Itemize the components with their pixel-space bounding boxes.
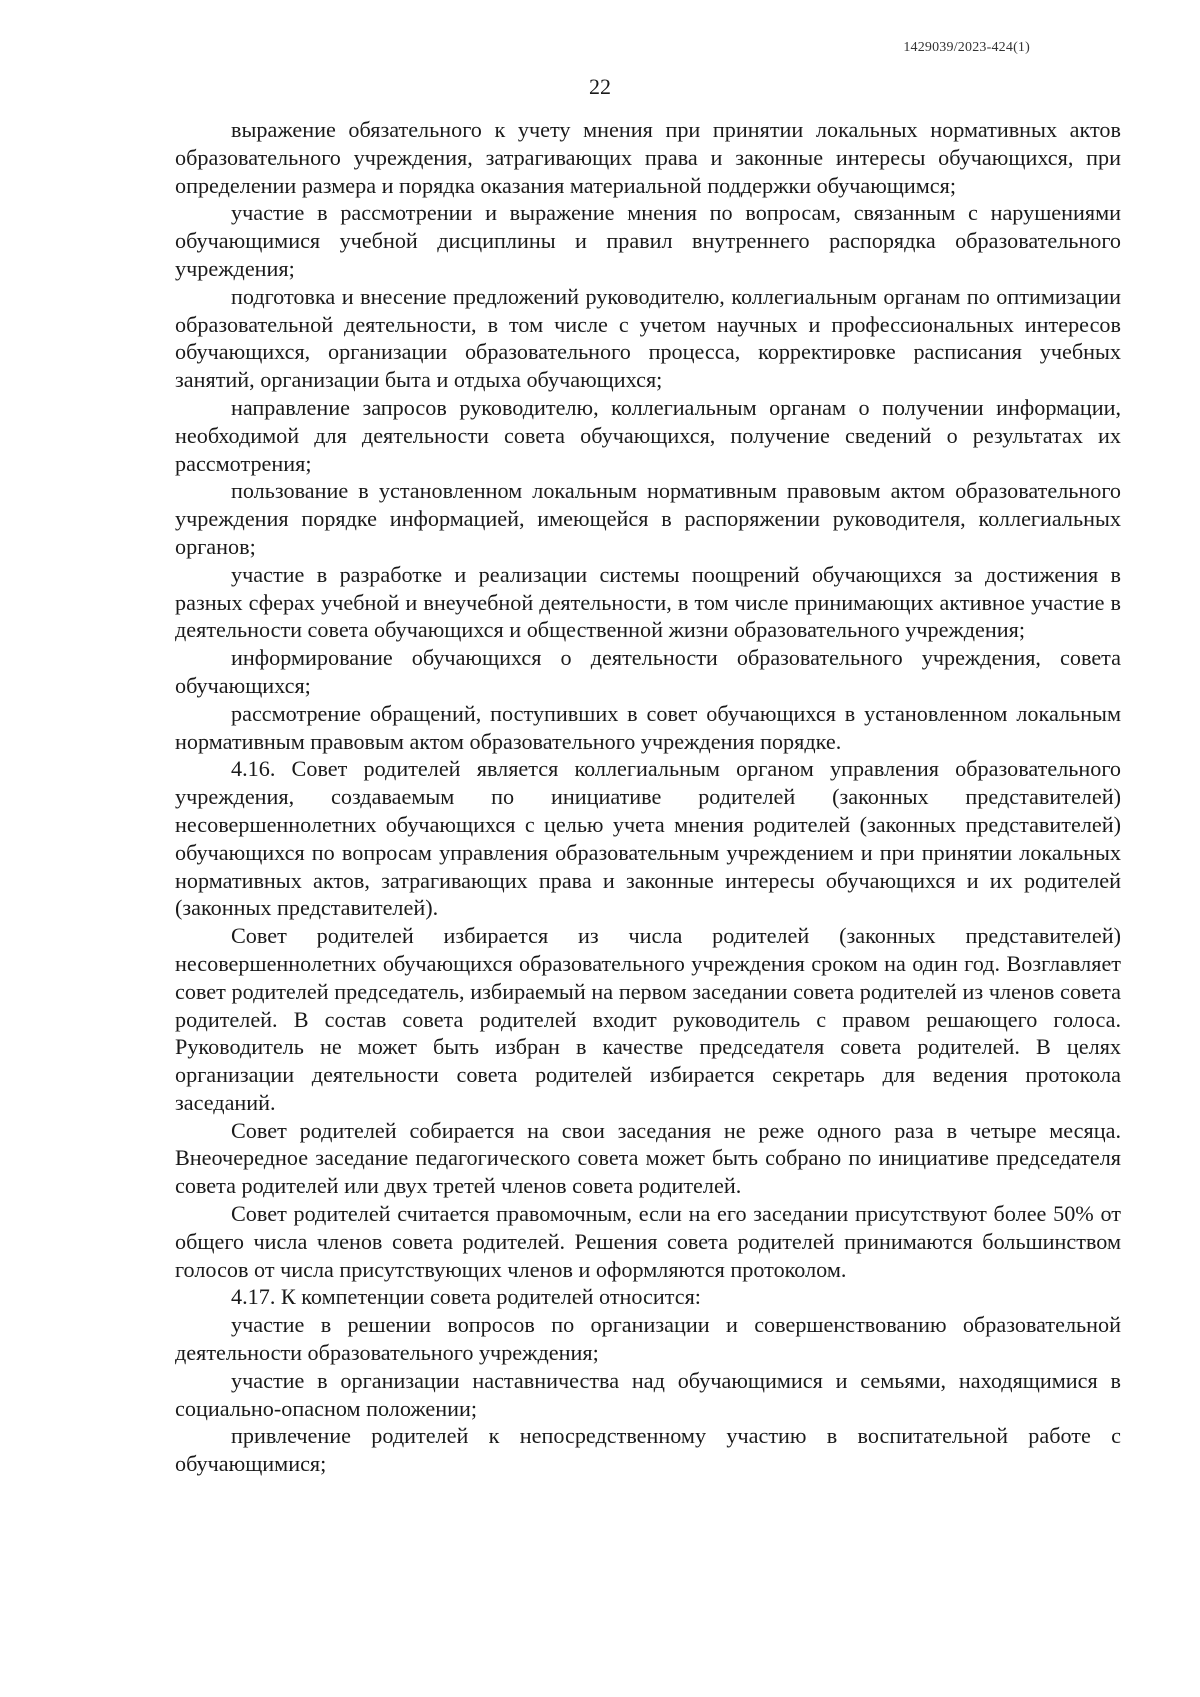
paragraph: Совет родителей избирается из числа родителей (законных представителей) несовершеннолетних обучающихся образовательного учреждения сроком на один год. Возглавляет совет родителей председатель, избираемый на первом заседании совета родителей из членов совета родителей. В состав совета родителей входит руководитель с правом решающего голоса. Руководитель не может быть избран в качестве председателя совета родителей. В целях организации деятельности совета родителей избирается секретарь для ведения протокола заседаний. [175, 923, 1121, 1115]
paragraph: Совет родителей собирается на свои заседания не реже одного раза в четыре месяца. Внеочередное заседание педагогического совета может быть собрано по инициативе председателя совета родителей или двух третей членов совета родителей. [175, 1117, 1121, 1199]
paragraph: подготовка и внесение предложений руководителю, коллегиальным органам по оптимизации образовательной деятельности, в том числе с учетом научных и профессиональных интересов обучающихся, организации образовательного процесса, корректировке расписания учебных занятий, организации быта и отдыха обучающихся; [175, 283, 1121, 393]
section-4-16-paragraph: 4.16. Совет родителей является коллегиальным органом управления образовательного учреждения, создаваемым по инициативе родителей (законных представителей) несовершеннолетних обучающихся с целью учета мнения родителей (законных представителей) обучающихся по вопросам управления образовательным учреждением и при принятии локальных нормативных актов, затрагивающих права и законные интересы обучающихся и их родителей (законных представителей). [175, 756, 1121, 921]
paragraph: Совет родителей считается правомочным, если на его заседании присутствуют более 50% от общего числа членов совета родителей. Решения совета родителей принимаются большинством голосов от числа присутствующих членов и оформляются протоколом. [175, 1201, 1121, 1282]
paragraph: участие в организации наставничества над обучающимися и семьями, находящимися в социально-опасном положении; [175, 1367, 1121, 1421]
section-4-17-heading: 4.17. К компетенции совета родителей относится: [231, 1284, 701, 1310]
document-id: 1429039/2023-424(1) [903, 40, 1030, 55]
document-body [175, 116, 1121, 1478]
paragraph: привлечение родителей к непосредственному участию в воспитательной работе с обучающимися; [175, 1423, 1121, 1477]
paragraph: выражение обязательного к учету мнения при принятии локальных нормативных актов образовательного учреждения, затрагивающих права и законные интересы обучающихся, при определении размера и порядка оказания материальной поддержки обучающимся; [175, 117, 1121, 198]
paragraph: информирование обучающихся о деятельности образовательного учреждения, совета обучающихся; [175, 645, 1121, 698]
paragraph: пользование в установленном локальным нормативным правовым актом образовательного учреждения порядке информацией, имеющейся в распоряжении руководителя, коллегиальных органов; [175, 478, 1121, 559]
paragraph: участие в решении вопросов по организации и совершенствованию образовательной деятельности образовательного учреждения; [175, 1312, 1121, 1366]
page-number: 22 [589, 74, 611, 99]
paragraph: рассмотрение обращений, поступивших в совет обучающихся в установленном локальным нормативным правовым актом образовательного учреждения порядке. [175, 700, 1121, 754]
paragraph: участие в разработке и реализации системы поощрений обучающихся за достижения в разных сферах учебной и внеучебной деятельности, в том числе принимающих активное участие в деятельности совета обучающихся и общественной жизни образовательного учреждения; [175, 561, 1121, 643]
paragraph: направление запросов руководителю, коллегиальным органам о получении информации, необходимой для деятельности совета обучающихся, получение сведений о результатах их рассмотрения; [175, 394, 1121, 476]
paragraph: участие в рассмотрении и выражение мнения по вопросам, связанным с нарушениями обучающимися учебной дисциплины и правил внутреннего распорядка образовательного учреждения; [175, 200, 1121, 281]
